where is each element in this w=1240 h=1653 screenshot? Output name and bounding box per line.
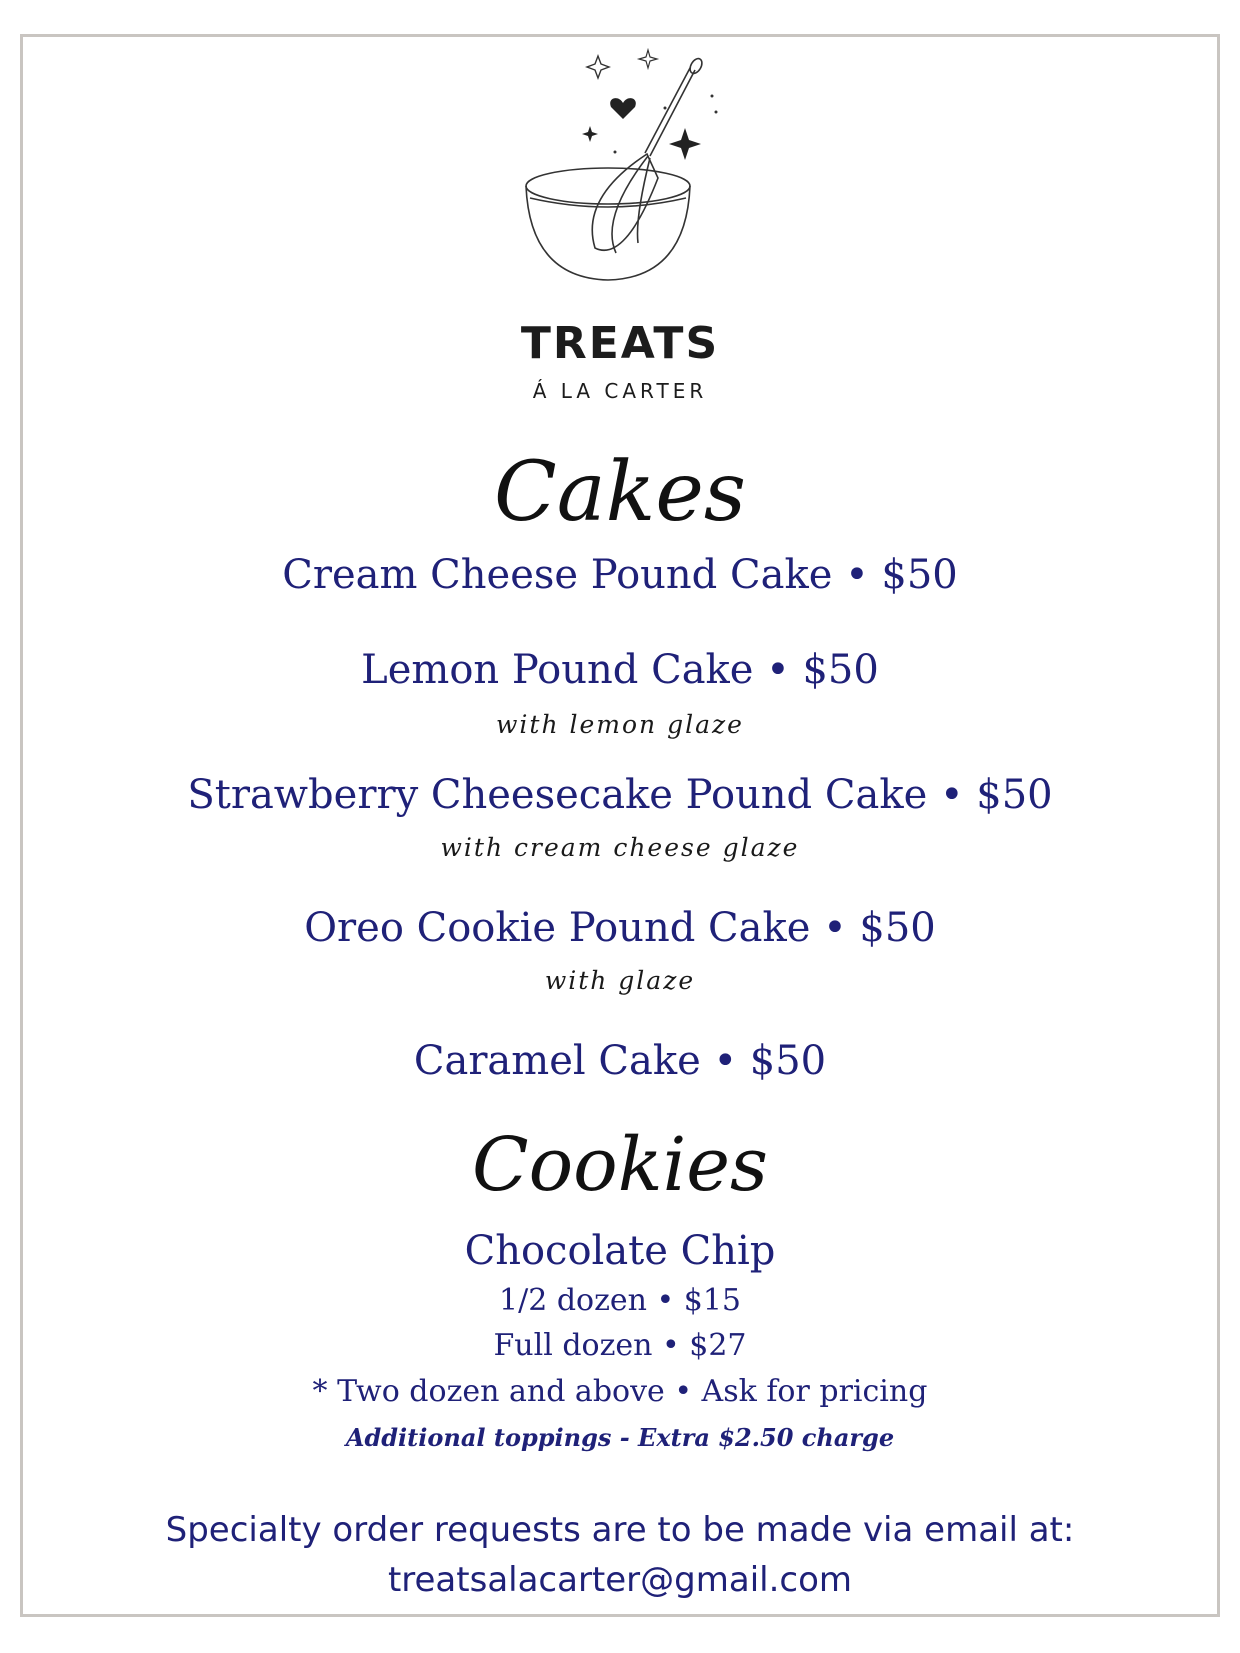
footer-email[interactable]: treatsalacarter@gmail.com [387, 1560, 853, 1600]
cake-item-4: Oreo Cookie Pound Cake • $50 [304, 905, 936, 951]
cake-item-1: Cream Cheese Pound Cake • $50 [282, 552, 958, 598]
cookie-toppings: Additional toppings - Extra $2.50 charge [345, 1423, 895, 1452]
cake-item-2: Lemon Pound Cake • $50 [361, 647, 879, 693]
cake-note-2: with lemon glaze [496, 710, 744, 739]
cake-item-3: Strawberry Cheesecake Pound Cake • $50 [187, 772, 1053, 818]
cake-item-5: Caramel Cake • $50 [413, 1038, 827, 1084]
cookie-full-dozen: Full dozen • $27 [493, 1328, 747, 1363]
brand-name: TREATS [520, 318, 720, 369]
brand-subtitle: Á LA CARTER [532, 379, 708, 403]
cake-note-4: with glaze [544, 966, 696, 995]
cake-note-3: with cream cheese glaze [440, 833, 800, 862]
cakes-heading: Cakes [494, 445, 746, 540]
cookies-heading: Cookies [472, 1122, 768, 1208]
cookie-bulk-pricing: * Two dozen and above • Ask for pricing [312, 1374, 928, 1409]
footer-instructions: Specialty order requests are to be made via email at: [165, 1510, 1075, 1550]
whisk-bowl-icon [520, 48, 730, 308]
cookie-item: Chocolate Chip [464, 1228, 776, 1274]
cookie-half-dozen: 1/2 dozen • $15 [499, 1283, 741, 1318]
